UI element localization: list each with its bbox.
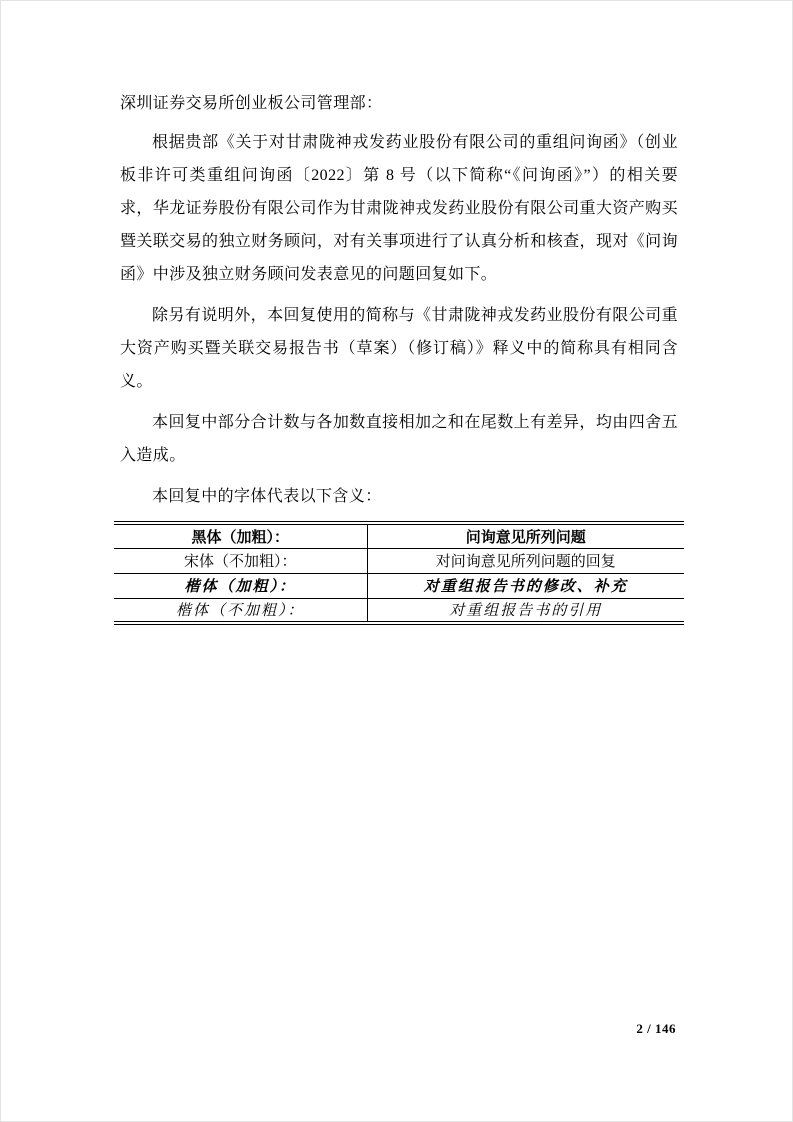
salutation: 深圳证券交易所创业板公司管理部： — [120, 95, 383, 112]
table-row — [114, 548, 684, 573]
font-name-cell: 楷体（不加粗）： — [114, 598, 367, 623]
meaning-cell: 对问询意见所列问题的回复 — [367, 548, 684, 573]
paragraph-abbreviations: 除另有说明外，本回复使用的简称与《甘肃陇神戎发药业股份有限公司重大资产购买暨关联交易报告书（草案）（修订稿）》释义中的简称具有相同含义。 — [120, 307, 678, 390]
table-row — [114, 523, 684, 548]
meaning-cell: 问询意见所列问题 — [367, 523, 684, 548]
font-name-cell: 宋体（不加粗）： — [114, 548, 367, 573]
paragraph-rounding: 本回复中部分合计数与各加数直接相加之和在尾数上有差异，均由四舍五入造成。 — [120, 414, 678, 464]
font-name-cell: 黑体（加粗）： — [114, 523, 367, 548]
page-number: 2 / 146 — [636, 1021, 676, 1036]
table-row — [114, 573, 684, 598]
meaning-cell: 对重组报告书的修改、补充 — [367, 573, 684, 598]
document-content — [120, 87, 678, 625]
table-row — [114, 598, 684, 623]
paragraph-basis: 根据贵部《关于对甘肃陇神戎发药业股份有限公司的重组问询函》（创业板非许可类重组问询函〔2022〕第 8 号（以下简称“《问询函》”）的相关要求，华龙证券股份有限公司作为甘肃陇神戎发药业股份有限公司重大资产购买暨关联交易的独立财务顾问，对有关事项进行了认真分析和核查，现对《问询函》中涉及独立财务顾问发表意见的问题回复如下。 — [120, 134, 678, 283]
paragraph-font-legend-intro: 本回复中的字体代表以下含义： — [152, 488, 382, 505]
meaning-cell: 对重组报告书的引用 — [449, 603, 603, 620]
font-name-cell: 楷体（加粗）： — [114, 573, 367, 598]
font-legend-table — [114, 521, 684, 625]
